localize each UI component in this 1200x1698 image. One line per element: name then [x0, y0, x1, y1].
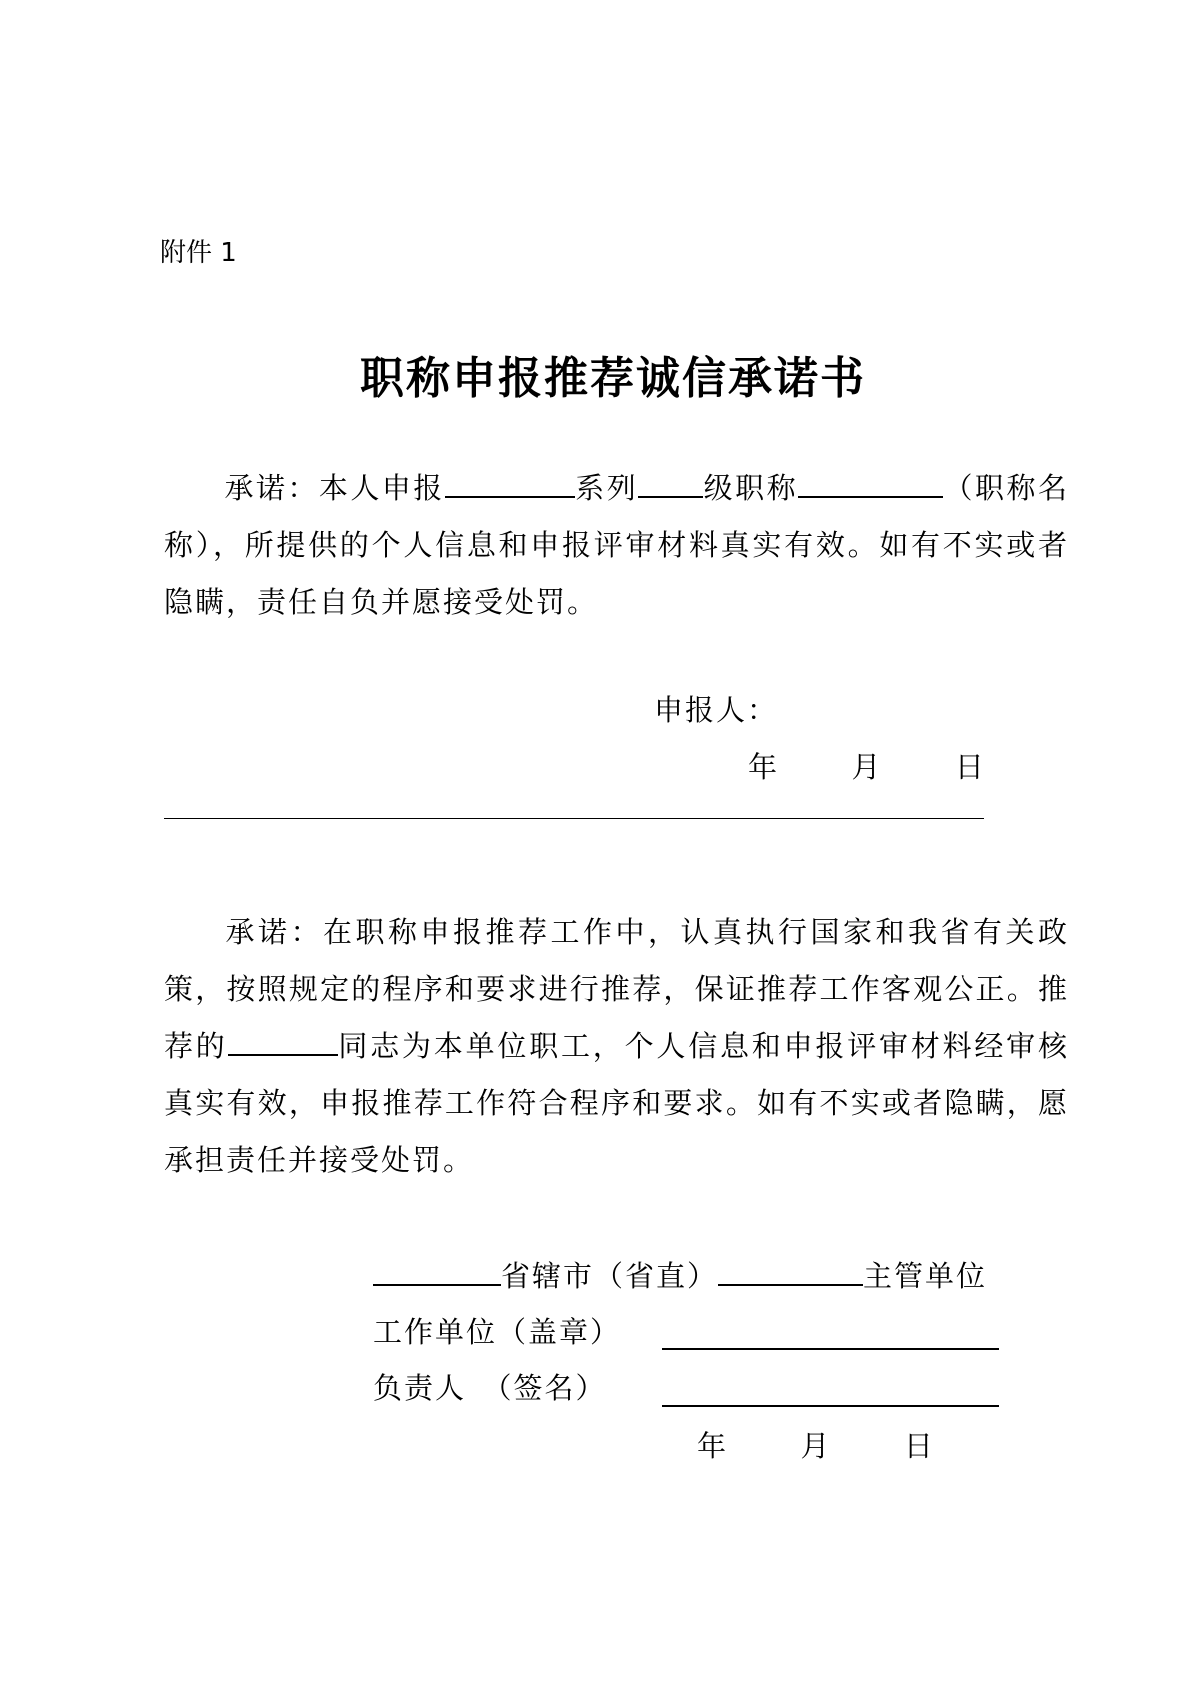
- applicant-signature-label: 申报人：: [654, 693, 779, 727]
- year-label: 年: [697, 1429, 729, 1463]
- work-unit-seal-blank[interactable]: [662, 1347, 999, 1350]
- unit-pledge-paragraph: [164, 904, 1069, 1189]
- day-label: 日: [954, 750, 986, 784]
- level-label: 级职称: [703, 471, 799, 505]
- pledge-intro-text: 承诺：本人申报: [224, 471, 445, 505]
- year-label: 年: [748, 750, 780, 784]
- month-label: 月: [851, 750, 883, 784]
- applicant-date: [748, 745, 986, 786]
- leader-signature-blank[interactable]: [662, 1404, 999, 1407]
- series-label: 系列: [574, 471, 639, 505]
- work-unit-label: 工作单位（盖章）: [373, 1315, 622, 1349]
- unit-pledge-rest-text: 同志为本单位职工，个人信息和申报评审材料经审核真实有效，申报推荐工作符合程序和要求。如有不实或者隐瞒，愿承担责任并接受处罚。: [164, 1029, 1069, 1177]
- pledge-rest-text: （职称名称），所提供的个人信息和申报评审材料真实有效。如有不实或者隐瞒，责任自负并愿接受处罚。: [164, 471, 1069, 619]
- city-blank[interactable]: [373, 1255, 501, 1286]
- day-label: 日: [903, 1429, 935, 1463]
- series-blank[interactable]: [445, 467, 575, 498]
- month-label: 月: [800, 1429, 832, 1463]
- title-name-blank[interactable]: [798, 467, 943, 498]
- leader-signature-label: 负责人 （签名）: [373, 1371, 607, 1405]
- unit-pledge-intro-text: 承诺：在职称申报推荐工作中，认真执行国家和我省有关政策，按照规定的程序和要求进行推荐，保证推荐工作客观公正。推荐的: [164, 915, 1069, 1063]
- department-blank[interactable]: [718, 1255, 863, 1286]
- attachment-label: 附件 1: [160, 238, 237, 268]
- unit-line: [373, 1254, 987, 1295]
- applicant-pledge-paragraph: [164, 460, 1069, 631]
- document-title: 职称申报推荐诚信承诺书: [360, 353, 866, 404]
- section-divider: [164, 818, 984, 819]
- nominee-name-blank[interactable]: [228, 1025, 338, 1056]
- level-blank[interactable]: [638, 467, 703, 498]
- department-label: 主管单位: [863, 1259, 988, 1293]
- unit-date: [697, 1424, 935, 1465]
- city-label: 省辖市（省直）: [501, 1259, 719, 1293]
